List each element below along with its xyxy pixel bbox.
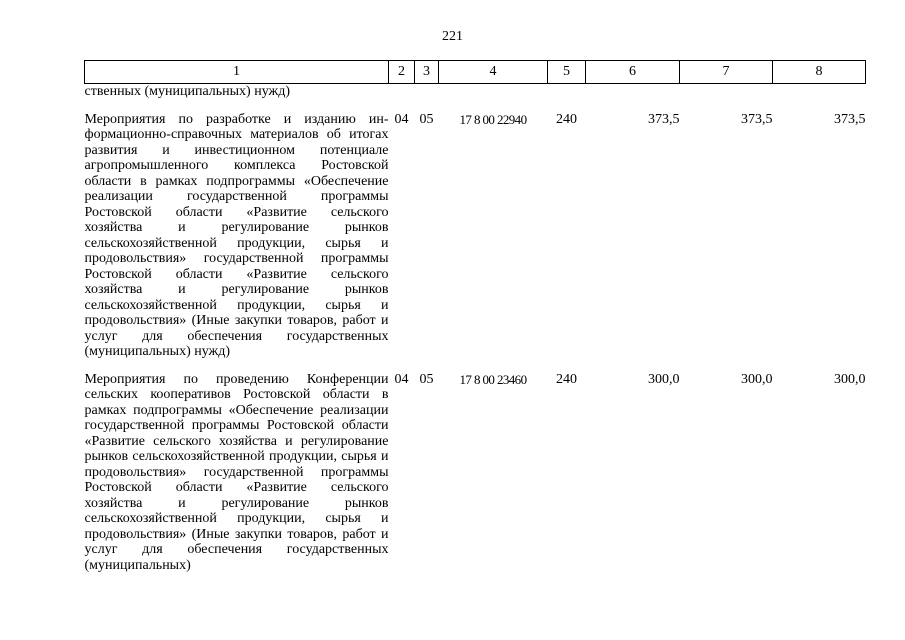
table-row — [85, 372, 866, 574]
section-code: 04 — [394, 111, 409, 127]
continuation-text: ственных (муниципальных) нужд) — [84, 84, 290, 99]
expense-name: Мероприятия по разработке и изданию информационно-справочных материалов об итогах развития и инвестиционном потенциале агропромышленного комплекса Ростовской области в рамках подпрограммы «Обеспечение реализации государственной программы Ростовской области «Развитие сельского хозяйства и регулирование рынков сельскохозяйственной продукции, сырья и продовольствия» государственной программы Ростовской области «Развитие сельского хозяйства и регулирование рынков сельскохозяйственной продукции, сырья и продовольствия» (Иные закупки товаров, работ и услуг для обеспечения государственных (муниципальных) нужд) — [84, 111, 389, 359]
expense-type-code: 240 — [556, 111, 577, 127]
section-code: 04 — [394, 371, 409, 387]
expense-name: Мероприятия по проведению Конференции сельских кооперативов Ростовской области в рамках подпрограммы «Обеспечение реализации государственной программы Ростовской области «Развитие сельского хозяйства и регулирование рынков сельскохозяйственной продукции, сырья и продовольствия» государственной программы Ростовской области «Развитие сельского хозяйства и регулирование рынков сельскохозяйственной продукции, сырья и продовольствия» (Иные закупки товаров, работ и услуг для обеспечения государственных (муниципальных) — [84, 371, 389, 573]
amount-col6: 373,5 — [648, 111, 680, 127]
continuation-row — [85, 84, 866, 100]
column-header: 5 — [548, 61, 586, 84]
subsection-code: 05 — [419, 111, 434, 127]
amount-col6: 300,0 — [648, 371, 680, 387]
column-header: 8 — [773, 61, 866, 84]
amount-col7: 373,5 — [741, 111, 773, 127]
page-number: 221 — [442, 29, 463, 44]
column-header: 2 — [389, 61, 415, 84]
column-header: 4 — [439, 61, 548, 84]
column-header: 3 — [415, 61, 439, 84]
expense-type-code: 240 — [556, 371, 577, 387]
budget-table — [84, 60, 866, 573]
target-article-code: 17 8 00 22940 — [459, 111, 527, 127]
column-header: 7 — [680, 61, 773, 84]
amount-col7: 300,0 — [741, 371, 773, 387]
amount-col8: 373,5 — [834, 111, 866, 127]
amount-col8: 300,0 — [834, 371, 866, 387]
subsection-code: 05 — [419, 371, 434, 387]
table-header-row — [85, 61, 866, 84]
table-row — [85, 112, 866, 360]
column-header: 1 — [85, 61, 389, 84]
target-article-code: 17 8 00 23460 — [459, 371, 527, 387]
column-header: 6 — [586, 61, 680, 84]
